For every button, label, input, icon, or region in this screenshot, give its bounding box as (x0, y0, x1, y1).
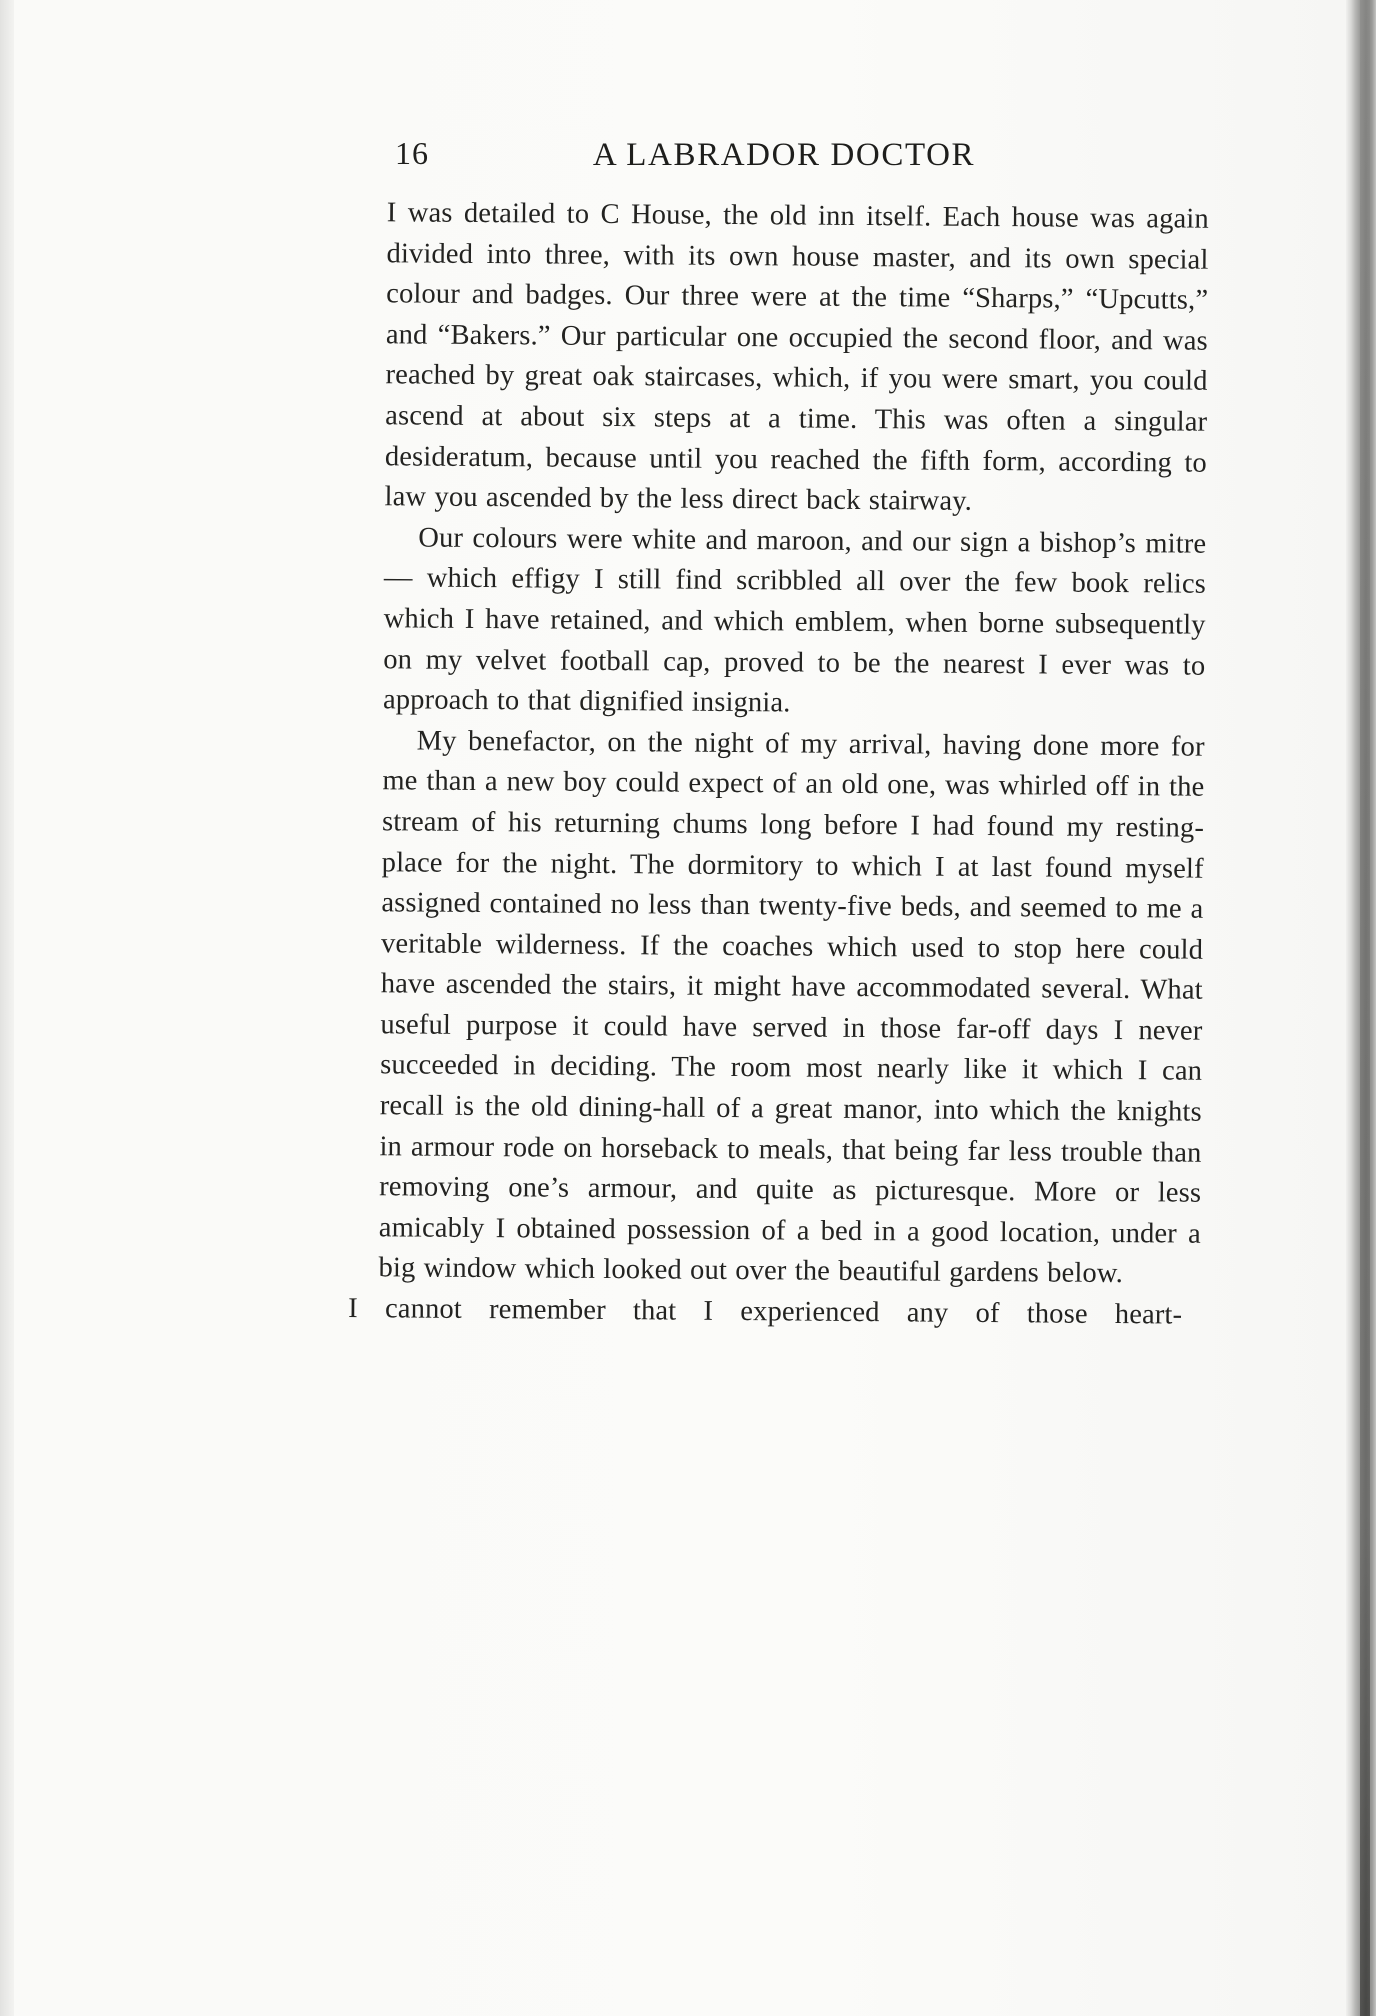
running-head (355, 125, 1213, 183)
page-left-edge-shadow (0, 0, 14, 2016)
page-text-block (348, 125, 1213, 1331)
paragraph-dormitory: My benefactor, on the night of my arrival, having done more for me than a new boy could expect of an old one, was whirled off in the stream of his returning chums long before I had found my resting-place for the night. The dormitory to which I at last found myself assigned contained no less than twenty-five beds, and seemed to me a veritable wilderness. If the coaches which used to stop here could have ascended the stairs, it might have accommodated several. What useful purpose it could have served in those far-off days I never succeeded in deciding. The room most nearly like it which I can recall is the old dining-hall of a great manor, into which the knights in armour rode on horseback to meals, that being far less trouble than removing one’s armour, and quite as picturesque. More or less amicably I obtained possession of a bed in a good location, under a big window which looked out over the beautiful gardens below. (378, 725, 1205, 1290)
book-spine-shadow (1360, 0, 1370, 2016)
paragraph-colours: Our colours were white and maroon, and our sign a bishop’s mitre — which effigy I still find scribbled all over the few book relics which I have retained, and which emblem, when borne subsequently on my velvet football cap, proved to be the nearest I ever was to approach to that dignified insignia. (382, 522, 1207, 719)
paragraph-continued: I cannot remember that I experienced any of those heart- (348, 1293, 1183, 1331)
running-title: A LABRADOR DOCTOR (592, 137, 976, 173)
page-number: 16 (395, 135, 429, 171)
paragraph-house-assignment: I was detailed to C House, the old inn itself. Each house was again divided into three, with its own house master, and its own special colour and badges. Our three were at the time “Sharps,” “Upcutts,” and “Bakers.” Our particular one occupied the second floor, and was reached by great oak staircases, which, if you were smart, you could ascend at about six steps at a time. This was often a singular desideratum, because until you reached the fifth form, according to law you ascended by the less direct back stairway. (384, 197, 1209, 518)
body-text (346, 193, 1213, 1336)
